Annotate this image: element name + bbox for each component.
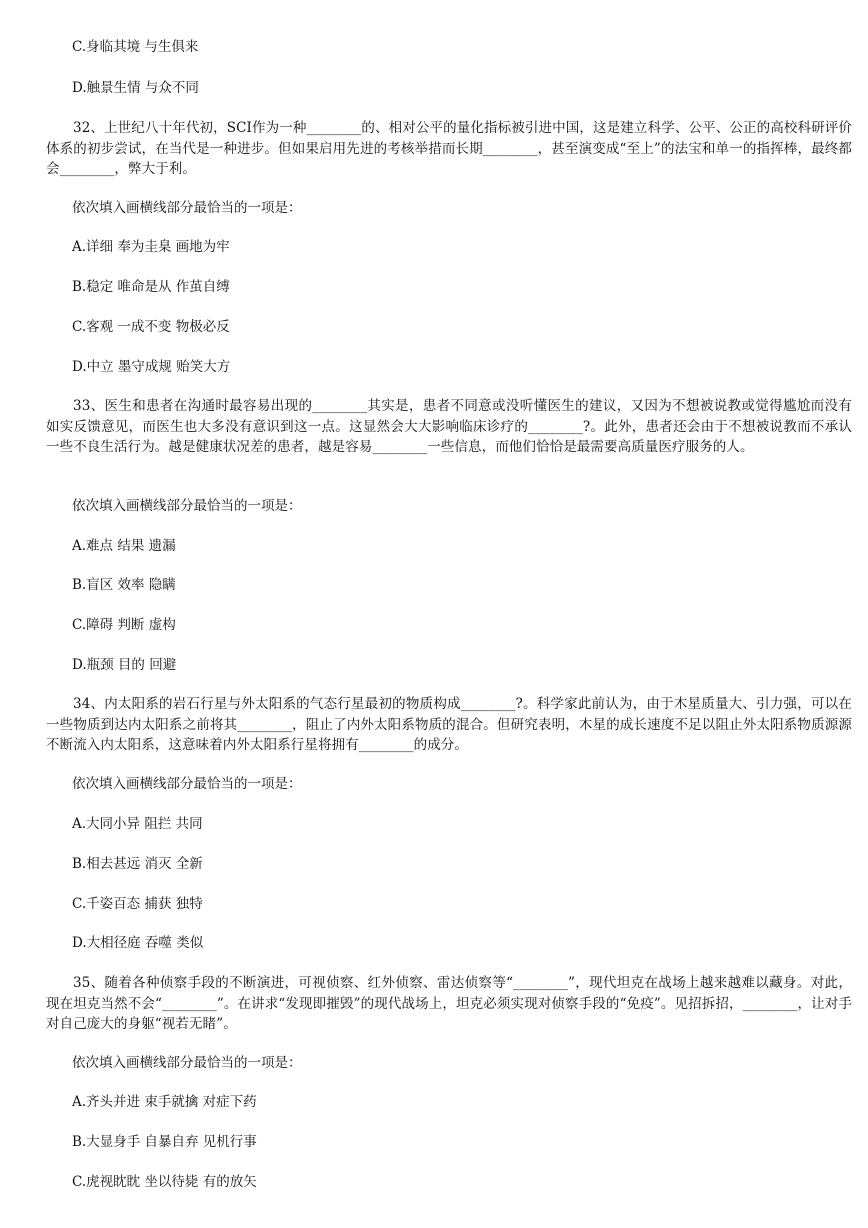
q32-stem: 32、上世纪八十年代初，SCI作为一种________的、相对公平的量化指标被引进中国，这是建立科学、公平、公正的高校科研评价体系的初步尝试，在当代是一种进步。但如果启用先进的考核举措而长期________，甚至演变成“至上”的法宝和单一的指挥棒，最终都会________，弊大于利。 bbox=[46, 120, 852, 177]
q35-option-c: C.虎视眈眈 坐以待毙 有的放矢 bbox=[72, 1174, 257, 1190]
q32-option-d: D.中立 墨守成规 贻笑大方 bbox=[72, 359, 231, 375]
q35-option-a: A.齐头并进 束手就擒 对症下药 bbox=[72, 1094, 257, 1110]
q32-option-c: C.客观 一成不变 物极必反 bbox=[72, 319, 230, 335]
q32-option-b: B.稳定 唯命是从 作茧自缚 bbox=[72, 279, 230, 295]
q31-option-c: C.身临其境 与生俱来 bbox=[72, 39, 199, 55]
q33-option-b: B.盲区 效率 隐瞒 bbox=[72, 577, 176, 593]
q35-prompt: 依次填入画横线部分最恰当的一项是： bbox=[72, 1055, 302, 1071]
q34-prompt: 依次填入画横线部分最恰当的一项是： bbox=[72, 776, 302, 792]
q34-option-c: C.千姿百态 捕获 独特 bbox=[72, 896, 203, 912]
q35-option-b: B.大显身手 自暴自弃 见机行事 bbox=[72, 1134, 257, 1150]
q35-stem: 35、随着各种侦察手段的不断演进，可视侦察、红外侦察、雷达侦察等“________”，现代坦克在战场上越来越难以藏身。对此，现在坦克当然不会“________”。在讲求“发现即摧毁”的现代战场上，坦克必须实现对侦察手段的“免疫”。见招拆招，________，让对手对自己庞大的身躯“视若无睹”。 bbox=[46, 975, 852, 1032]
q31-option-d: D.触景生情 与众不同 bbox=[72, 80, 199, 96]
q34-option-b: B.相去甚远 消灭 全新 bbox=[72, 856, 203, 872]
q33-option-a: A.难点 结果 遗漏 bbox=[72, 538, 176, 554]
q33-option-c: C.障碍 判断 虚构 bbox=[72, 617, 176, 633]
q33-prompt: 依次填入画横线部分最恰当的一项是： bbox=[72, 498, 302, 514]
q34-stem: 34、内太阳系的岩石行星与外太阳系的气态行星最初的物质构成________?。科学家此前认为，由于木星质量大、引力强，可以在一些物质到达内太阳系之前将其________，阻止了内外太阳系物质的混合。但研究表明，木星的成长速度不足以阻止外太阳系物质源源不断流入内太阳系，这意味着内外太阳系行星将拥有________的成分。 bbox=[46, 696, 852, 753]
q32-prompt: 依次填入画横线部分最恰当的一项是： bbox=[72, 200, 302, 216]
q34-option-d: D.大相径庭 吞噬 类似 bbox=[72, 935, 204, 951]
q34-option-a: A.大同小异 阻拦 共同 bbox=[72, 816, 203, 832]
q33-stem: 33、医生和患者在沟通时最容易出现的________其实是，患者不同意或没听懂医生的建议，又因为不想被说教或觉得尴尬而没有如实反馈意见，而医生也大多没有意识到这一点。这显然会大大影响临床诊疗的________?。此外，患者还会由于不想被说教而不承认一些不良生活行为。越是健康状况差的患者，越是容易________一些信息，而他们恰恰是最需要高质量医疗服务的人。 bbox=[46, 398, 852, 455]
q32-option-a: A.详细 奉为圭臬 画地为牢 bbox=[72, 239, 230, 255]
q33-option-d: D.瓶颈 目的 回避 bbox=[72, 657, 177, 673]
